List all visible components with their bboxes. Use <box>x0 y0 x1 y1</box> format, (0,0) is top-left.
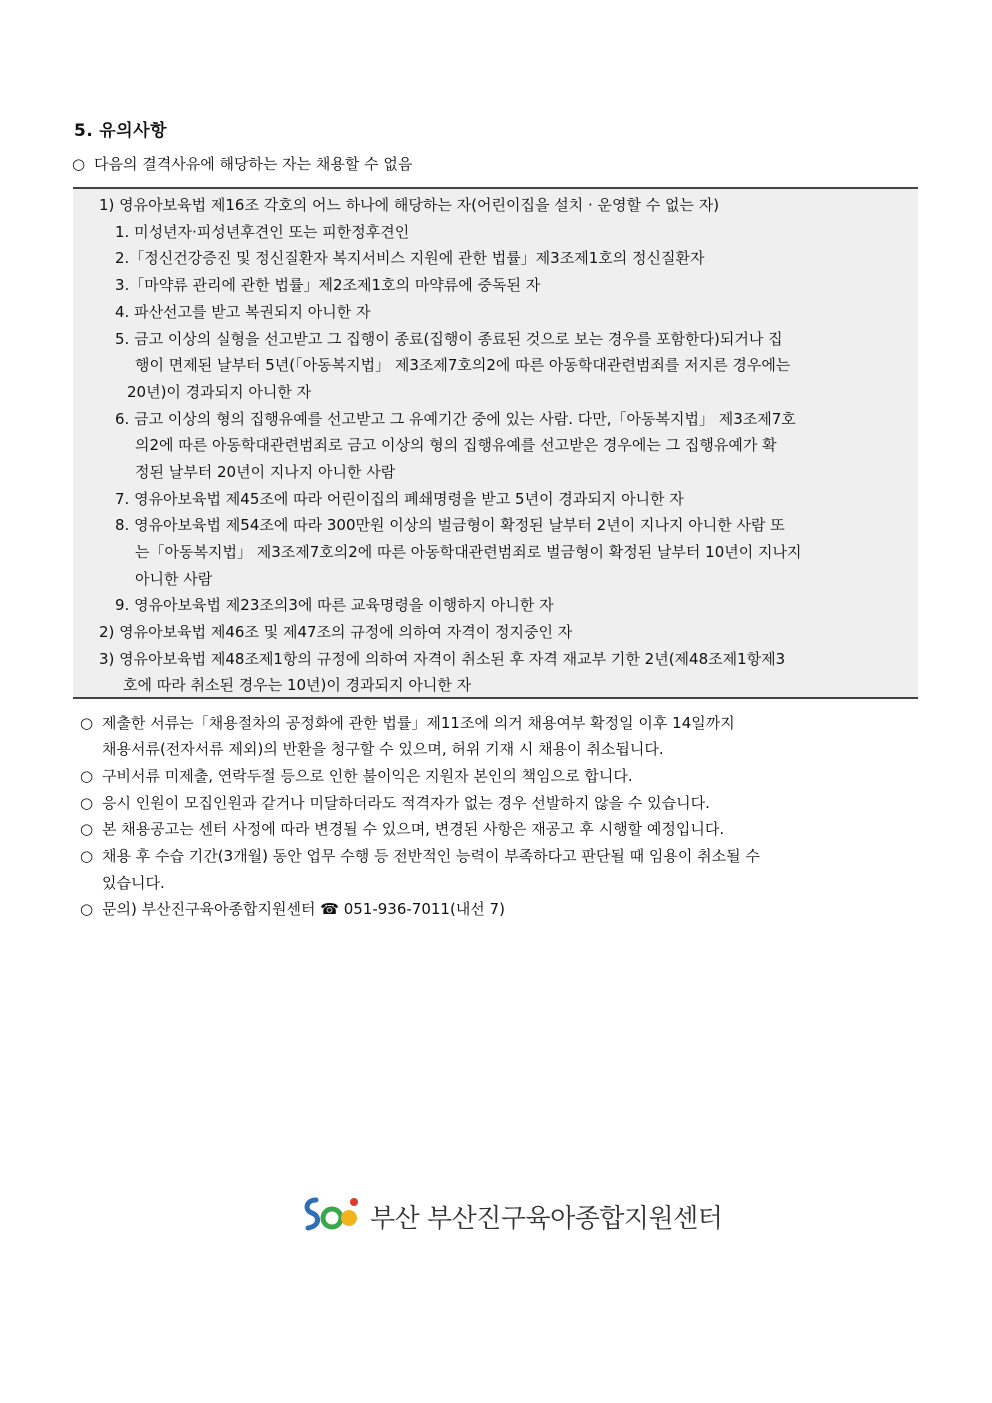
box-line: 호에 따라 취소된 경우는 10년)이 경과되지 아니한 자 <box>123 676 472 694</box>
center-logo <box>302 1194 723 1234</box>
box-line: 9. 영유아보육법 제23조의3에 따른 교육명령을 이행하지 아니한 자 <box>115 596 554 614</box>
bullet-circle: ○ <box>80 794 94 812</box>
box-line: 3.「마약류 관리에 관한 법률」제2조제1호의 마약류에 중독된 자 <box>115 276 541 294</box>
note-text: 응시 인원이 모집인원과 같거나 미달하더라도 적격자가 없는 경우 선발하지 않을 수 있습니다. <box>102 794 710 812</box>
disqualification-box <box>73 187 918 699</box>
bullet-circle: ○ <box>80 767 94 785</box>
intro-statement <box>72 153 412 174</box>
section-heading <box>74 116 167 141</box>
intro-text: 다음의 결격사유에 해당하는 자는 채용할 수 없음 <box>94 155 413 173</box>
section-title: 유의사항 <box>99 121 167 141</box>
bullet-circle: ○ <box>72 155 86 173</box>
box-line: 정된 날부터 20년이 지나지 아니한 사람 <box>135 463 396 481</box>
box-line: 5. 금고 이상의 실형을 선고받고 그 집행이 종료(집행이 종료된 것으로 보는 경우를 포함한다)되거나 집 <box>115 330 783 348</box>
note-item <box>80 843 760 869</box>
note-continuation: 있습니다. <box>102 874 165 892</box>
box-line: 의2에 따른 아동학대관련범죄로 금고 이상의 형의 집행유예를 선고받은 경우에는 그 집행유예가 확 <box>135 436 777 454</box>
box-line: 1) 영유아보육법 제16조 각호의 어느 하나에 해당하는 자(어린이집을 설치 · 운영할 수 없는 자) <box>99 196 720 214</box>
note-item <box>80 790 710 816</box>
box-line: 20년)이 경과되지 아니한 자 <box>127 383 312 401</box>
logo-mark-icon <box>302 1194 364 1234</box>
note-text: 제출한 서류는「채용절차의 공정화에 관한 법률」제11조에 의거 채용여부 확정일 이후 14일까지 <box>102 714 735 732</box>
bullet-circle: ○ <box>80 847 94 865</box>
box-line: 4. 파산선고를 받고 복권되지 아니한 자 <box>115 303 371 321</box>
box-line: 행이 면제된 날부터 5년(「아동복지법」 제3조제7호의2에 따른 아동학대관련범죄를 저지른 경우에는 <box>135 356 791 374</box>
box-line: 8. 영유아보육법 제54조에 따라 300만원 이상의 벌금형이 확정된 날부터 2년이 지나지 아니한 사람 또 <box>115 516 785 534</box>
note-item <box>80 763 633 789</box>
contact-text: 문의) 부산진구육아종합지원센터 ☎ 051-936-7011(내선 7) <box>102 900 505 918</box>
box-line: 7. 영유아보육법 제45조에 따라 어린이집의 폐쇄명령을 받고 5년이 경과되지 아니한 자 <box>115 490 684 508</box>
box-line: 아니한 사람 <box>135 570 213 588</box>
bullet-circle: ○ <box>80 714 94 732</box>
note-text: 구비서류 미제출, 연락두절 등으로 인한 불이익은 지원자 본인의 책임으로 합니다. <box>102 767 633 785</box>
note-text: 채용 후 수습 기간(3개월) 동안 업무 수행 등 전반적인 능력이 부족하다고 판단될 때 임용이 취소될 수 <box>102 847 760 865</box>
note-item <box>80 816 724 842</box>
note-item <box>80 710 735 736</box>
box-line: 2.「정신건강증진 및 정신질환자 복지서비스 지원에 관한 법률」제3조제1호의 정신질환자 <box>115 249 705 267</box>
note-continuation: 채용서류(전자서류 제외)의 반환을 청구할 수 있으며, 허위 기재 시 채용이 취소됩니다. <box>102 740 664 758</box>
box-line: 2) 영유아보육법 제46조 및 제47조의 규정에 의하여 자격이 정지중인 자 <box>99 623 573 641</box>
section-number: 5. <box>74 121 94 141</box>
box-line: 6. 금고 이상의 형의 집행유예를 선고받고 그 유예기간 중에 있는 사람. 다만,「아동복지법」 제3조제7호 <box>115 410 796 428</box>
box-line: 3) 영유아보육법 제48조제1항의 규정에 의하여 자격이 취소된 후 자격 재교부 기한 2년(제48조제1항제3 <box>99 650 786 668</box>
box-line: 1. 미성년자·피성년후견인 또는 피한정후견인 <box>115 223 410 241</box>
note-item <box>80 896 505 922</box>
box-line: 는「아동복지법」 제3조제7호의2에 따른 아동학대관련범죄로 벌금형이 확정된 날부터 10년이 지나지 <box>135 543 802 561</box>
bullet-circle: ○ <box>80 900 94 918</box>
bullet-circle: ○ <box>80 820 94 838</box>
logo-text: 부산 부산진구육아종합지원센터 <box>370 1204 723 1234</box>
note-text: 본 채용공고는 센터 사정에 따라 변경될 수 있으며, 변경된 사항은 재공고 후 시행할 예정입니다. <box>102 820 725 838</box>
